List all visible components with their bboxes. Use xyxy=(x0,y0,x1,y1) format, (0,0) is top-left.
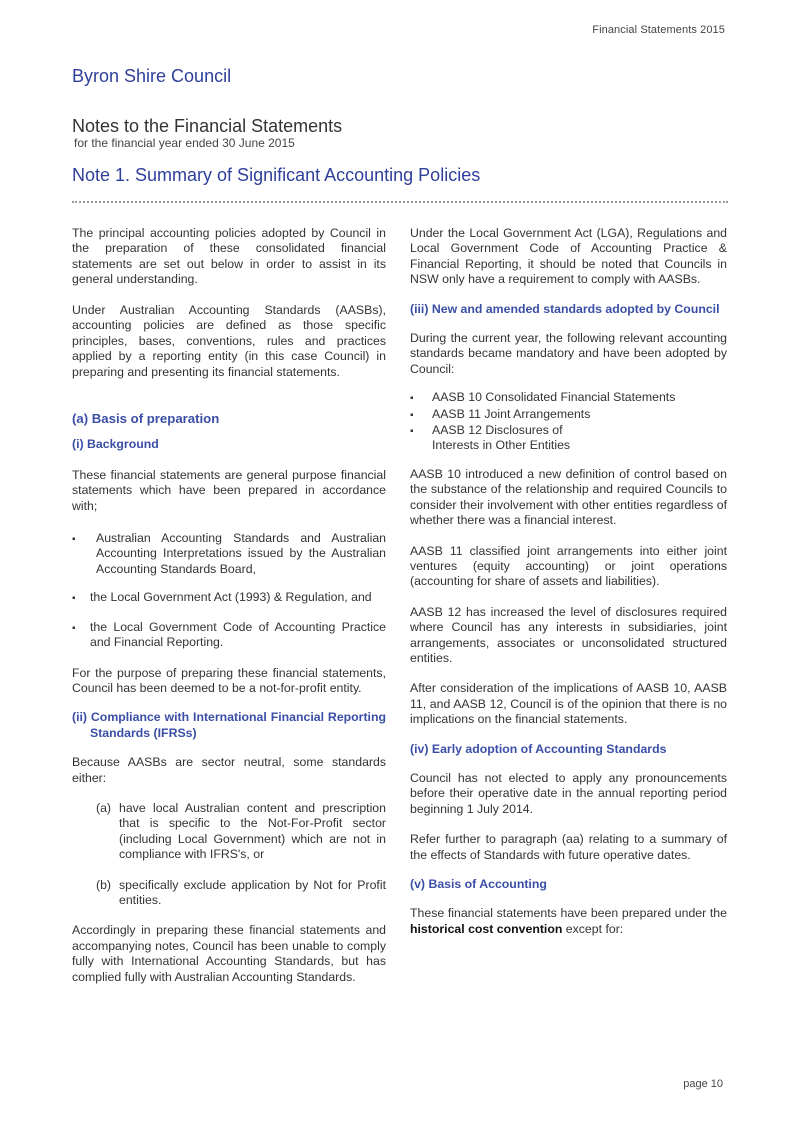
lga-paragraph: Under the Local Government Act (LGA), Regulations and Local Government Code of Accounting Practice & Financial Reporting, it should be noted that Councils in NSW only have a requirement to comply with AASBs. xyxy=(410,226,727,287)
list-item-text: have local Australian content and prescription that is specific to the Not-For-Profit sector (including Local Government) which are not in compliance with IFRS's, or xyxy=(119,800,386,862)
dotted-divider xyxy=(72,201,728,203)
early-adoption-heading: (iv) Early adoption of Accounting Standards xyxy=(410,741,667,756)
basis-of-accounting-heading: (v) Basis of Accounting xyxy=(410,877,547,891)
list-item xyxy=(410,407,727,423)
background-heading: (i) Background xyxy=(72,437,159,452)
list-item xyxy=(410,423,727,454)
list-item-text: the Local Government Act (1993) & Regulation, and xyxy=(90,590,372,605)
basis-text-end: except for: xyxy=(562,921,624,936)
compliance-paragraph: Because AASBs are sector neutral, some standards either: xyxy=(72,755,386,785)
aasb12-paragraph: AASB 12 has increased the level of disclosures required where Council has any interests in subsidiaries, joint arrangements, associates or unconsolidated structured entities. xyxy=(410,604,727,665)
list-item-text: specifically exclude application by Not for Profit entities. xyxy=(119,877,386,907)
running-header: Financial Statements 2015 xyxy=(592,24,725,36)
basis-text: These financial statements have been prepared under the xyxy=(410,906,727,921)
right-column xyxy=(410,226,727,937)
aasb11-paragraph: AASB 11 classified joint arrangements into either joint ventures (equity accounting) or joint operations (accounting for share of assets and liabilities). xyxy=(410,543,727,589)
organisation-name: Byron Shire Council xyxy=(72,66,232,86)
not-for-profit-paragraph: For the purpose of preparing these financial statements, Council has been deemed to be a not-for-profit entity. xyxy=(72,665,386,695)
bullet-icon: ▪ xyxy=(410,393,414,405)
basis-of-preparation-heading: (a) Basis of preparation xyxy=(72,411,220,427)
list-item xyxy=(72,531,386,577)
note-title: Note 1. Summary of Significant Accounting Policies xyxy=(72,165,481,185)
document-subtitle: for the financial year ended 30 June 2015 xyxy=(74,136,295,150)
bullet-icon: ▪ xyxy=(72,593,76,605)
list-item xyxy=(72,878,386,909)
page-number: page 10 xyxy=(683,1078,723,1090)
basis-emphasis: historical cost convention xyxy=(410,921,563,936)
list-marker: (a) xyxy=(96,800,112,815)
accordingly-paragraph: Accordingly in preparing these financial statements and accompanying notes, Council has been unable to comply fully with International Accounting Standards, but has complied fully with Australian Accounting Standards. xyxy=(72,923,386,984)
consideration-paragraph: After consideration of the implications of AASB 10, AASB 11, and AASB 12, Council is of the opinion that there is no implications on the financial statements. xyxy=(410,681,727,727)
new-standards-heading: (iii) New and amended standards adopted by Council xyxy=(410,301,720,316)
list-item xyxy=(72,801,386,863)
list-item-text: Australian Accounting Standards and Australian Accounting Interpretations issued by the Australian Accounting Standards Board, xyxy=(96,531,386,576)
basis-of-accounting-paragraph xyxy=(410,906,727,937)
bullet-icon: ▪ xyxy=(72,534,76,546)
early-adoption-paragraph: Council has not elected to apply any pronouncements before their operative date in the annual reporting period beginning 1 July 2014. xyxy=(410,770,727,816)
aasb-definition-paragraph: Under Australian Accounting Standards (AASBs), accounting policies are defined as those specific principles, bases, conventions, rules and practices applied by a reporting entity (in this case Council) in preparing and presenting its financial statements. xyxy=(72,303,386,379)
list-item-text: AASB 11 Joint Arrangements xyxy=(432,406,591,421)
list-item-text: AASB 12 Disclosures of Interests in Other Entities xyxy=(432,423,571,453)
document-title: Notes to the Financial Statements xyxy=(72,116,343,136)
refer-paragraph: Refer further to paragraph (aa) relating to a summary of the effects of Standards with future operative dates. xyxy=(410,832,727,862)
left-column xyxy=(72,226,386,985)
bullet-icon: ▪ xyxy=(410,409,414,421)
background-paragraph: These financial statements are general purpose financial statements which have been prepared in accordance with; xyxy=(72,467,386,513)
compliance-heading: (ii) Compliance with International Financial Reporting Standards (IFRSs) xyxy=(72,710,386,740)
list-item xyxy=(72,590,386,606)
list-item-text: the Local Government Code of Accounting Practice and Financial Reporting. xyxy=(90,619,386,650)
list-marker: (b) xyxy=(96,877,112,892)
bullet-icon: ▪ xyxy=(72,622,76,634)
list-item-text: AASB 10 Consolidated Financial Statements xyxy=(432,390,676,405)
aasb10-paragraph: AASB 10 introduced a new definition of control based on the substance of the relationship and required Councils to consider their involvement with other entities regardless of whether there was a financial interest. xyxy=(410,466,727,528)
bullet-icon: ▪ xyxy=(410,426,414,438)
list-item xyxy=(72,620,386,651)
list-item xyxy=(410,390,727,406)
intro-paragraph: The principal accounting policies adopted by Council in the preparation of these consolidated financial statements are set out below in order to assist in its general understanding. xyxy=(72,226,386,287)
current-year-paragraph: During the current year, the following relevant accounting standards became mandatory and have been adopted by Council: xyxy=(410,331,727,376)
